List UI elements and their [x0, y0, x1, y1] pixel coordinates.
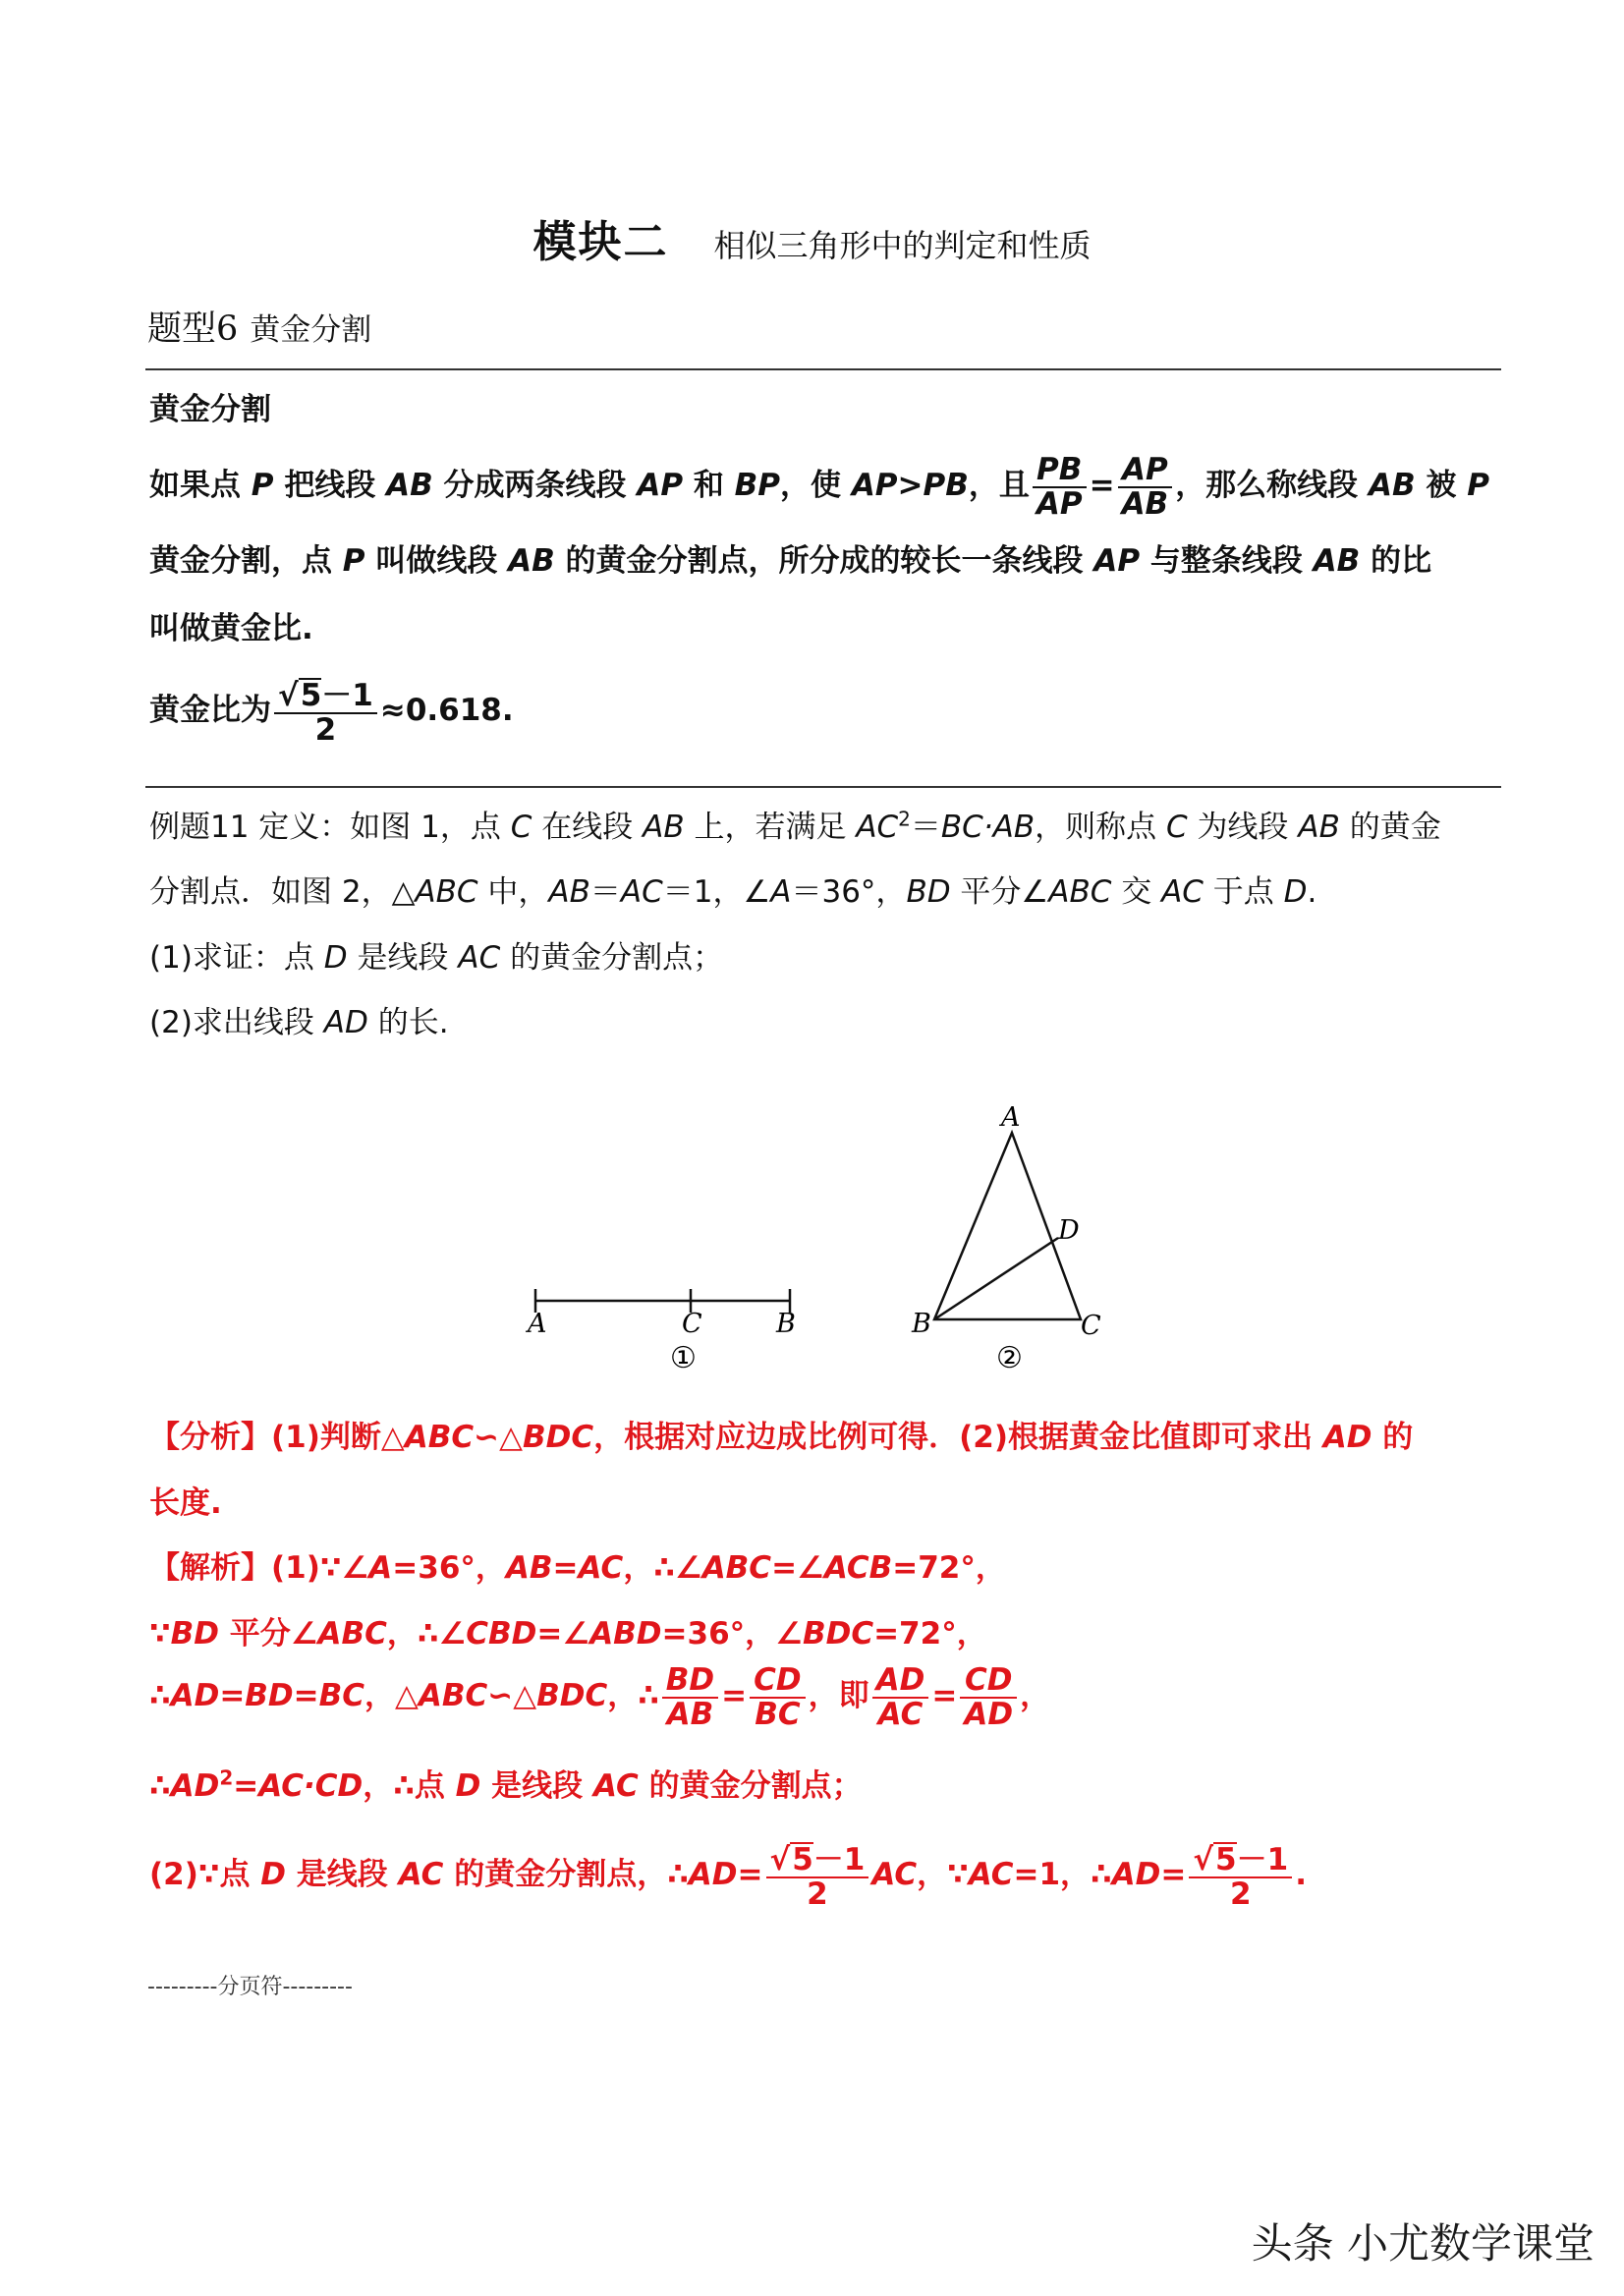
example-question-1: (1)求证：点 D 是线段 AC 的黄金分割点；: [149, 940, 724, 976]
fraction-ad-ac: $\frac{AD}{AC}$: [872, 1664, 929, 1730]
fig2-label-a: A: [1001, 1102, 1021, 1133]
divider-top: [145, 368, 1501, 370]
definition-title: 黄金分割: [149, 392, 271, 427]
page-header: [0, 206, 1624, 269]
definition-line-2: 黄金分割，点 P 叫做线段 AB 的黄金分割点，所分成的较长一条线段 AP 与整条线段 AB 的比: [149, 543, 1432, 579]
type-name: 黄金分割: [250, 312, 372, 348]
fraction-pb-ap: $\frac{PB}{AP}$: [1033, 454, 1087, 520]
golden-ratio-fraction: $\frac{√5-1}{2}$: [274, 678, 377, 746]
analysis-line-1: 【分析】(1)判断△ABC∽△BDC，根据对应边成比例可得．(2)根据黄金比值即可求出 AD 的: [149, 1420, 1414, 1455]
fraction-sqrt5-1-over-2-b: $\frac{√5-1}{2}$: [1189, 1842, 1292, 1910]
fig2-label-c: C: [1081, 1311, 1101, 1341]
type-heading: [147, 302, 371, 351]
definition-line-1: 如果点 P 把线段 AB 分成两条线段 AP 和 BP，使 AP>PB，且 $\frac{PB}{AP}$ = $\frac{AP}{AB}$ ，那么称线段 AB 被 P: [149, 452, 1489, 522]
fraction-cd-ad: $\frac{CD}{AD}$: [960, 1664, 1017, 1730]
fig2-label-b: B: [912, 1309, 931, 1339]
solution-line-4: $\therefore AD^2=AC\cdot CD$，∴点 D 是线段 AC 的黄金分割点；: [149, 1765, 863, 1804]
solution-line-2: ∵BD 平分∠ABC，∴∠CBD=∠ABD=36°，∠BDC=72°，: [149, 1616, 987, 1652]
divider-bottom: [145, 786, 1501, 788]
fraction-ap-ab: $\frac{AP}{AB}$: [1118, 454, 1173, 520]
definition-line-3: 叫做黄金比.: [149, 611, 313, 646]
figure-1-segment: [525, 1289, 796, 1375]
figures: [0, 1041, 1624, 1395]
fig1-label-c: C: [682, 1309, 702, 1339]
example-question-2: (2)求出线段 AD 的长.: [149, 1005, 449, 1040]
solution-line-1: 【解析】(1)∵∠A=36°，AB=AC，∴∠ABC=∠ACB=72°，: [149, 1550, 1006, 1586]
fraction-bd-ab: $\frac{BD}{AB}$: [662, 1664, 718, 1730]
page-break-marker: ---------分页符---------: [147, 1975, 353, 1999]
fraction-sqrt5-1-over-2-a: $\frac{√5-1}{2}$: [766, 1842, 869, 1910]
fig1-number: ①: [670, 1341, 697, 1375]
solution-line-3: ∴AD=BD=BC，△ABC∽△BDC，∴ $\frac{BD}{AB}$ = $\frac{CD}{BC}$ ，即 $\frac{AD}{AC}$ = $\frac{CD}{AD}$ ，: [149, 1662, 1051, 1732]
fig1-label-a: A: [528, 1309, 547, 1339]
example-line-2: 分割点．如图 2，△ABC 中，AB＝AC＝1，∠A＝36°，BD 平分∠ABC 交 AC 于点 D.: [149, 874, 1317, 910]
module-subtitle: 相似三角形中的判定和性质: [713, 227, 1092, 264]
watermark: 头条 小尤数学课堂: [1251, 2219, 1595, 2268]
fig2-label-d: D: [1058, 1215, 1080, 1246]
figure-2-triangle: [911, 1102, 1101, 1375]
solution-line-5: (2)∵点 D 是线段 AC 的黄金分割点，∴AD= $\frac{√5-1}{2}$ AC，∵AC=1，∴AD= $\frac{√5-1}{2}$ .: [149, 1842, 1307, 1912]
analysis-line-2: 长度.: [149, 1485, 222, 1521]
fraction-cd-bc: $\frac{CD}{BC}$: [750, 1664, 805, 1730]
module-title: 模块二: [532, 217, 669, 267]
example-line-1: 例题11 定义：如图 1，点 C 在线段 AB 上，若满足 $AC^2=BC\cdot AB$，则称点 C 为线段 AB 的黄金: [149, 807, 1441, 845]
golden-ratio-line: 黄金比为 $\frac{√5-1}{2}$ ≈0.618.: [149, 678, 514, 748]
fig1-label-b: B: [776, 1309, 796, 1339]
fig2-number: ②: [996, 1341, 1023, 1375]
type-label: 题型6: [147, 309, 239, 349]
